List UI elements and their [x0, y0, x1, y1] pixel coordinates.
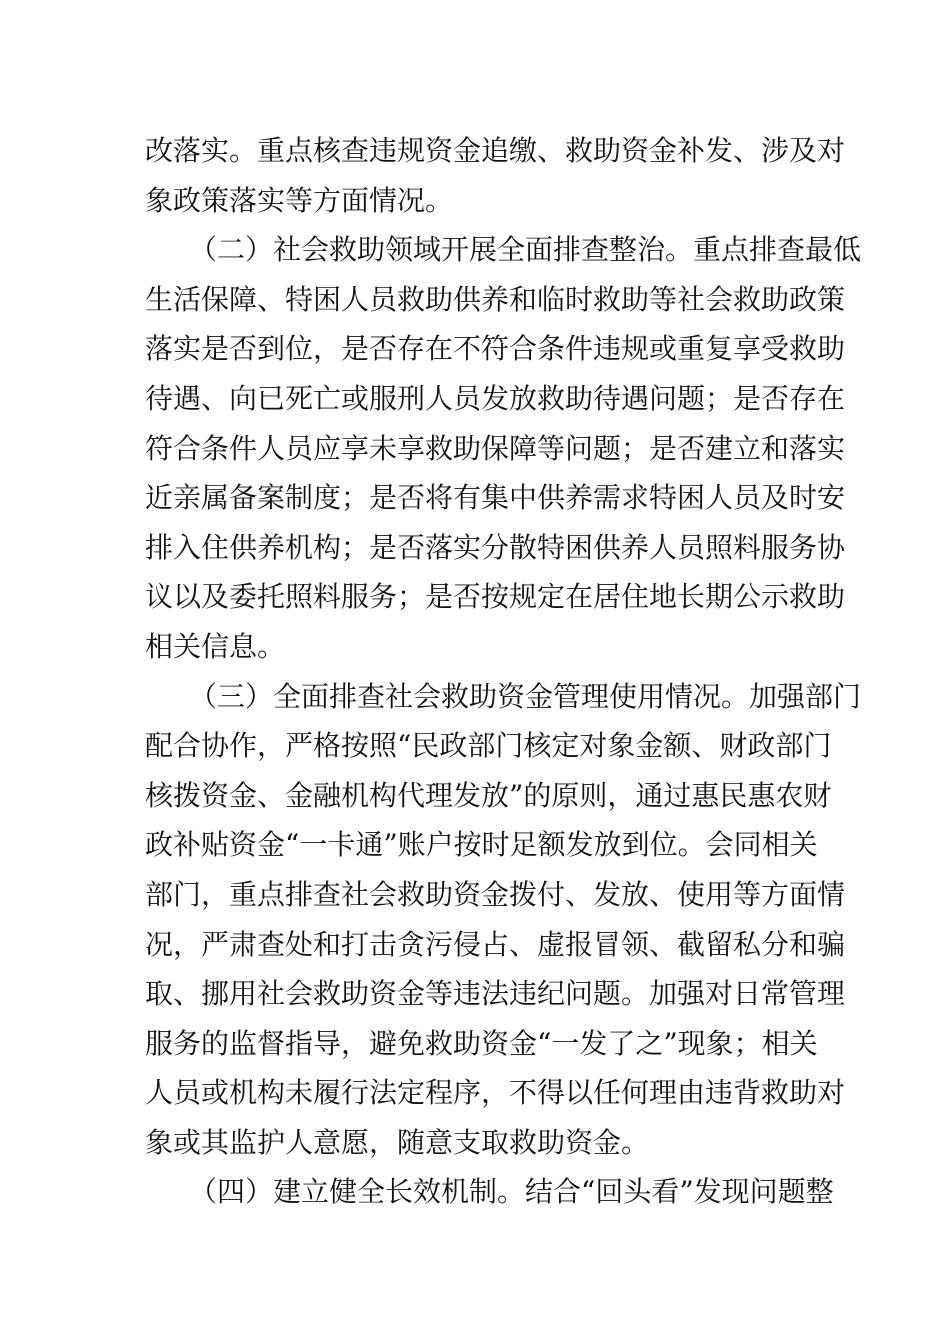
- text-line: 况，严肃查处和打击贪污侵占、虚报冒领、截留私分和骗: [145, 927, 846, 961]
- text-line: 政补贴资金“一卡通”账户按时足额发放到位。会同相关: [145, 828, 818, 862]
- section-4-heading-line: （四）建立健全长效机制。结合“回头看”发现问题整: [189, 1175, 834, 1209]
- text-line: 人员或机构未履行法定程序，不得以任何理由违背救助对: [145, 1076, 846, 1110]
- text-line: 象政策落实等方面情况。: [145, 183, 454, 217]
- text-line: 排入住供养机构；是否落实分散特困供养人员照料服务协: [145, 530, 846, 564]
- text-line: 部门，重点排查社会救助资金拨付、发放、使用等方面情: [145, 877, 846, 911]
- text-line: 近亲属备案制度；是否将有集中供养需求特困人员及时安: [145, 481, 846, 515]
- text-line: 核拨资金、金融机构代理发放”的原则，通过惠民惠农财: [145, 778, 832, 812]
- text-line: 服务的监督指导，避免救助资金“一发了之”现象；相关: [145, 1026, 818, 1060]
- section-3-heading-line: （三）全面排查社会救助资金管理使用情况。加强部门: [189, 679, 862, 713]
- text-line: 议以及委托照料服务；是否按规定在居住地长期公示救助: [145, 580, 846, 614]
- text-line: 符合条件人员应享未享救助保障等问题；是否建立和落实: [145, 431, 846, 465]
- text-line: 取、挪用社会救助资金等违法违纪问题。加强对日常管理: [145, 977, 846, 1011]
- text-line: 待遇、向已死亡或服刑人员发放救助待遇问题；是否存在: [145, 381, 846, 415]
- section-2-heading-line: （二）社会救助领域开展全面排查整治。重点排查最低: [189, 233, 862, 267]
- text-line: 相关信息。: [145, 629, 286, 663]
- text-line: 象或其监护人意愿，随意支取救助资金。: [145, 1125, 650, 1159]
- body-text: [145, 126, 862, 1217]
- text-line: 配合协作，严格按照“民政部门核定对象金额、财政部门: [145, 729, 832, 763]
- text-line: 生活保障、特困人员救助供养和临时救助等社会救助政策: [145, 282, 846, 316]
- text-line: 改落实。重点核查违规资金追缴、救助资金补发、涉及对: [145, 134, 846, 167]
- text-line: 落实是否到位，是否存在不符合条件违规或重复享受救助: [145, 332, 846, 366]
